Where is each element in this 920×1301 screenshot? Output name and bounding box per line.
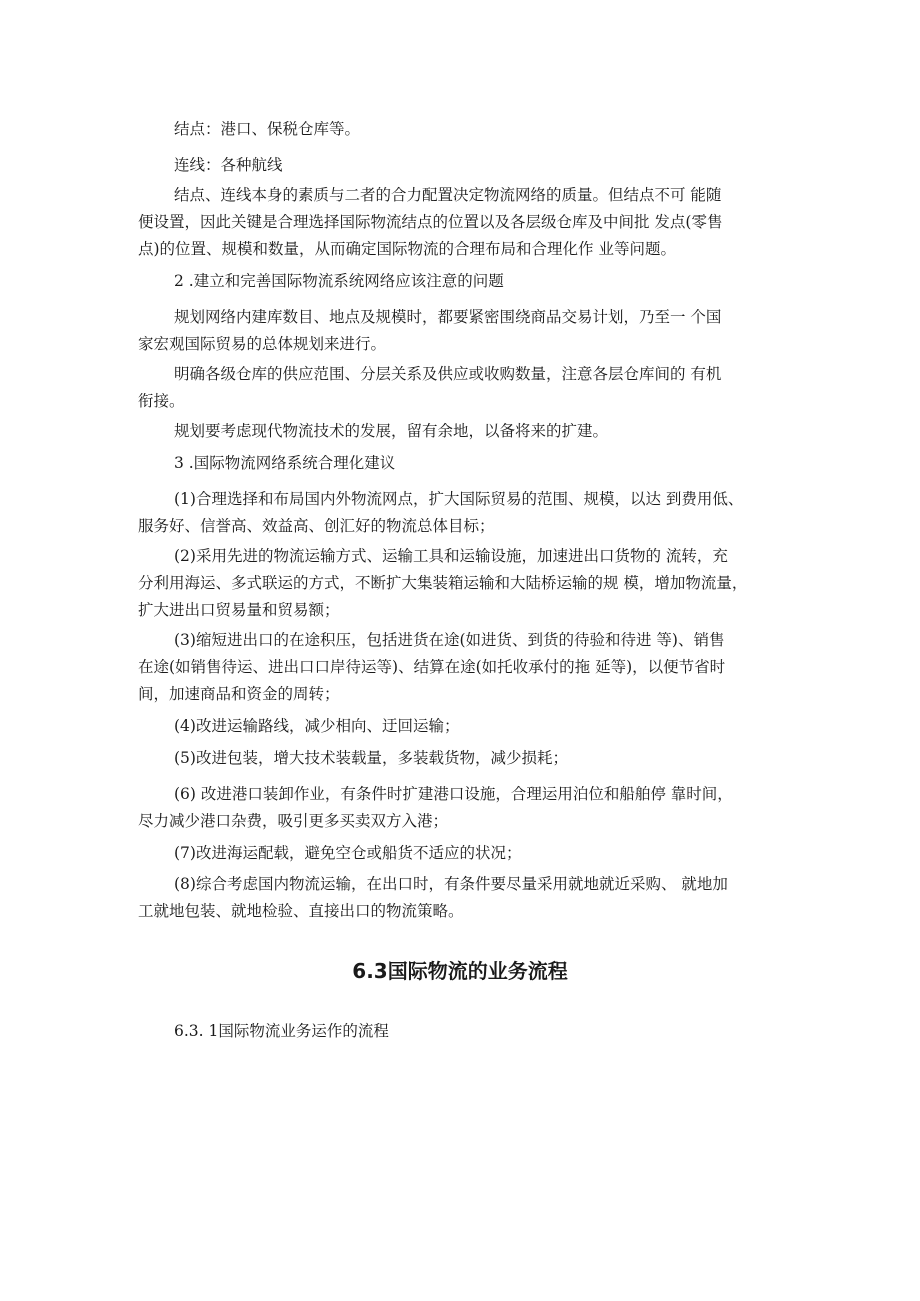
text-line: 规划要考虑现代物流技术的发展，留有余地，以备将来的扩建。 (174, 422, 609, 440)
text-line: 分利用海运、多式联运的方式，不断扩大集装箱运输和大陆桥运输的规 模，增加物流量， (138, 574, 748, 592)
text-line: 衔接。 (138, 392, 185, 410)
text-line: 2 .建立和完善国际物流系统网络应该注意的问题 (174, 272, 504, 290)
text-line: 点)的位置、规模和数量，从而确定国际物流的合理布局和合理化作 业等问题。 (138, 240, 676, 258)
text-line: 间，加速商品和资金的周转； (138, 685, 340, 703)
text-line: (2)采用先进的物流运输方式、运输工具和运输设施，加速进出口货物的 流转，充 (174, 547, 728, 565)
text-line: 尽力减少港口杂费，吸引更多买卖双方入港； (138, 812, 449, 830)
text-line: 结点：港口、保税仓库等。 (174, 120, 361, 138)
text-line: (3)缩短进出口的在途积压，包括进货在途(如进货、到货的待验和待进 等)、销售 (174, 631, 725, 649)
text-line: 家宏观国际贸易的总体规划来进行。 (138, 335, 387, 353)
section-title: 6.3国际物流的业务流程 (352, 959, 568, 983)
text-line: 在途(如销售待运、进出口口岸待运等)、结算在途(如托收承付的拖 延等)，以便节省时 (138, 658, 726, 676)
text-line: (5)改进包装，增大技术装载量，多装载货物，减少损耗； (174, 749, 568, 767)
text-line: 规划网络内建库数目、地点及规模时，都要紧密围绕商品交易计划，乃至一 个国 (174, 308, 722, 326)
text-line: (6) 改进港口装卸作业，有条件时扩建港口设施，合理运用泊位和船舶停 靠时间， (174, 785, 733, 803)
text-line: (4)改进运输路线，减少相向、迂回运输； (174, 717, 460, 735)
text-line: 工就地包装、就地检验、直接出口的物流策略。 (138, 902, 464, 920)
text-line: (8)综合考虑国内物流运输，在出口时，有条件要尽量采用就地就近采购、 就地加 (174, 875, 728, 893)
text-line: 服务好、信誉高、效益高、创汇好的物流总体目标； (138, 517, 495, 535)
text-line: 便设置，因此关键是合理选择国际物流结点的位置以及各层级仓库及中间批 发点(零售 (138, 213, 723, 231)
text-line: (7)改进海运配载，避免空仓或船货不适应的状况； (174, 844, 522, 862)
text-line: 扩大进出口贸易量和贸易额； (138, 601, 340, 619)
text-line: 连线：各种航线 (174, 156, 283, 174)
text-line: 结点、连线本身的素质与二者的合力配置决定物流网络的质量。但结点不可 能随 (174, 186, 722, 204)
subsection-title: 6.3. 1国际物流业务运作的流程 (174, 1022, 389, 1040)
text-line: 3 .国际物流网络系统合理化建议 (174, 454, 396, 472)
text-line: (1)合理选择和布局国内外物流网点，扩大国际贸易的范围、规模，以达 到费用低、 (174, 490, 744, 508)
text-line: 明确各级仓库的供应范围、分层关系及供应或收购数量，注意各层仓库间的 有机 (174, 365, 722, 383)
